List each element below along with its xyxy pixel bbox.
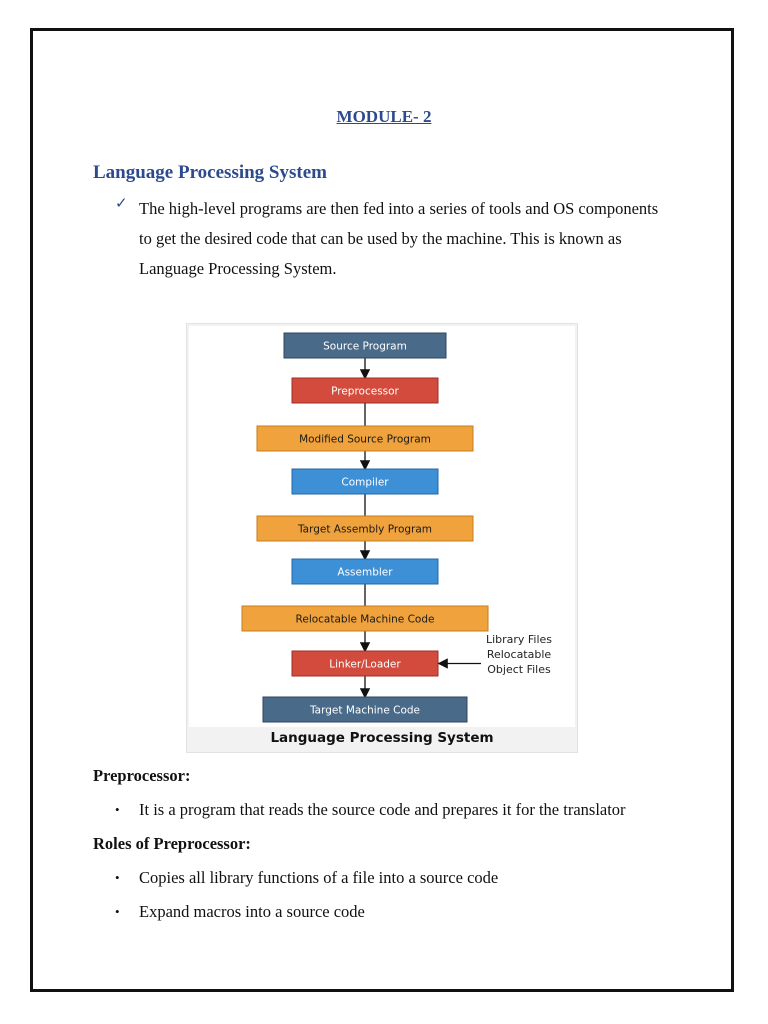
diagram-caption: Language Processing System bbox=[270, 730, 494, 746]
module-title: MODULE- 2 bbox=[336, 107, 432, 126]
flow-box-label: Preprocessor bbox=[331, 385, 399, 398]
flow-box-label: Compiler bbox=[341, 476, 389, 489]
flow-box-label: Assembler bbox=[337, 566, 393, 579]
library-files-label: Library Files bbox=[485, 633, 553, 646]
flow-box-label: Linker/Loader bbox=[329, 658, 401, 671]
flow-diagram bbox=[189, 326, 575, 727]
bullet-icon: • bbox=[115, 802, 120, 817]
flow-box-label: Relocatable Machine Code bbox=[295, 613, 435, 626]
bullet-icon: • bbox=[115, 904, 120, 919]
flow-box-label: Target Assembly Program bbox=[297, 523, 433, 536]
flow-box-label: Modified Source Program bbox=[299, 433, 431, 446]
preprocessor-bullet bbox=[115, 800, 695, 820]
bullet-icon: • bbox=[115, 870, 120, 885]
flow-box-label: Target Machine Code bbox=[310, 704, 420, 717]
roles-bullet bbox=[115, 902, 695, 922]
section-title: Language Processing System bbox=[93, 162, 327, 183]
bullet-text: Copies all library functions of a file into a source code bbox=[139, 868, 499, 887]
library-files-label: Relocatable bbox=[486, 648, 552, 661]
flow-box-label: Source Program bbox=[323, 340, 407, 353]
bullet-text: It is a program that reads the source code and prepares it for the translator bbox=[139, 800, 626, 819]
library-files-label: Object Files bbox=[487, 663, 551, 676]
preprocessor-heading: Preprocessor: bbox=[93, 766, 191, 785]
roles-bullet bbox=[115, 868, 695, 888]
diagram-canvas bbox=[189, 326, 575, 727]
checkmark-icon: ✓ bbox=[115, 194, 128, 212]
bullet-text: Expand macros into a source code bbox=[139, 902, 365, 921]
roles-heading: Roles of Preprocessor: bbox=[93, 834, 251, 853]
language-processing-diagram bbox=[186, 323, 578, 753]
intro-paragraph: The high-level programs are then fed into a series of tools and OS components to get the desired code that can be used by the machine. This is known as Language Processing System. bbox=[139, 199, 659, 278]
